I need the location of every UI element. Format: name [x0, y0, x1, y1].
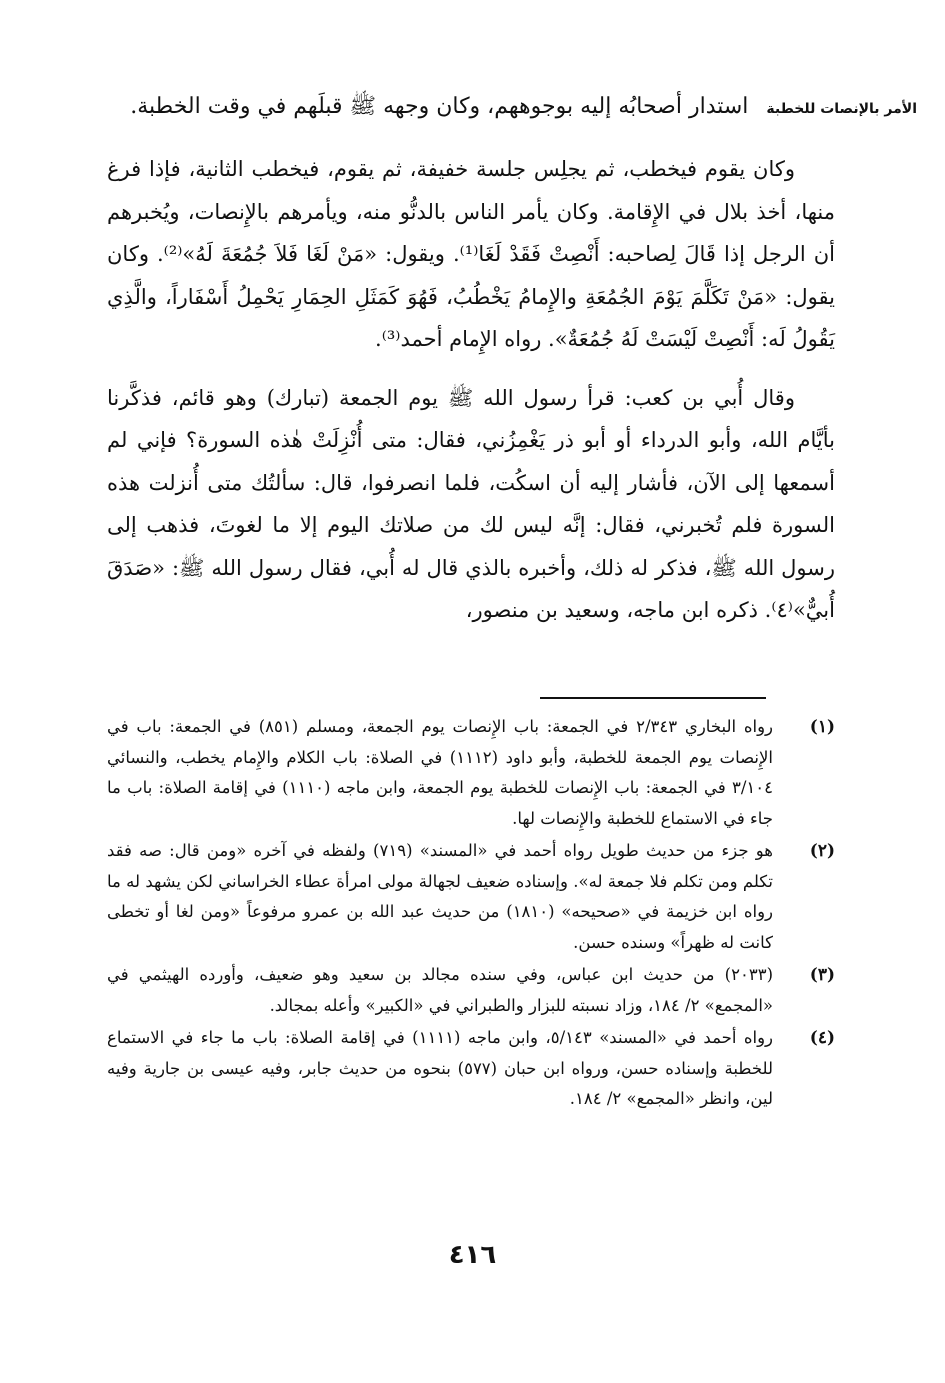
paragraph-2: وقال أُبي بن كعب: قرأ رسول الله ﷺ يوم الجمعة (تبارك) وهو قائم، فذكَّرنا بأيَّام الله، وأبو الدرداء أو أبو ذر يَغْمِزُني، فقال: متى أُنْزِلَتْ هٰذه السورة؟ فإني لم أسمعها إلى الآن، فأشار إليه أن اسكُت، فلما انصرفوا، قال: سألتُك متى أُنزلت هذه السورة فلم تُخبرني، فقال: إنَّه ليس لك من صلاتك اليوم إلا ما لغوتَ، فذهب إلى رسول الله ﷺ، فذكر له ذلك، وأخبره بالذي قال له أُبي، فقال رسول الله ﷺ: «صَدَقَ أُبيٌّ»⁽٤⁾. ذكره ابن ماجه، وسعيد بن منصور، — [107, 385, 835, 622]
header-text-line: استدار أصحابُه إليه بوجوههم، وكان وجهه ﷺ قبلَهم في وقت الخطبة. — [130, 94, 749, 119]
chapter-title: الأمر بالإنصات للخطبة — [766, 101, 917, 117]
paragraph-1: وكان يقوم فيخطب، ثم يجلِس جلسة خفيفة، ثم يقوم، فيخطب الثانية، فإذا فرغ منها، أخذ بلال في الإِقامة. وكان يأمر الناس بالدنُّو منه، ويأمرهم بالإِنصات، ويُخبرهم أن الرجل إذا قَالَ لِصاحبه: أَنْصِتْ فَقَدْ لَغَا⁽¹⁾. ويقول: «مَنْ لَغَا فَلاَ جُمُعَةَ لَهُ»⁽²⁾. وكان يقول: «مَنْ تَكَلَّمَ يَوْمَ الجُمُعَةِ والإِمامُ يَخْطُبُ، فَهُوَ كَمَثَلِ الحِمَارِ يَحْمِلُ أَسْفَاراً، والَّذِي يَقُولُ لَه: أَنْصِتْ لَيْسَتْ لَهُ جُمُعَةٌ». رواه الإِمام أحمد⁽³⁾. — [107, 157, 835, 351]
footnote-4 — [107, 1023, 835, 1115]
footnote-text: رواه البخاري ٢/٣٤٣ في الجمعة: باب الإِنصات يوم الجمعة، ومسلم (٨٥١) في الجمعة: باب في الإِنصات يوم الجمعة للخطبة، وأبو داود (١١١٢) في الصلاة: باب الكلام والإِمام يخطب، والنسائي ٣/١٠٤ في الجمعة: باب الإِنصات للخطبة يوم الجمعة، وابن ماجه (١١١٠) في إقامة الصلاة: باب ما جاء في الاستماع للخطبة والإِنصات لها. — [107, 717, 774, 828]
main-text — [107, 148, 835, 632]
footnote-number: (٤) — [809, 1028, 835, 1048]
footnote-text: (٢٠٣٣) من حديث ابن عباس، وفي سنده مجالد بن سعيد وهو ضعيف، وأورده الهيثمي في «المجمع» ٢/ ١٨٤، وزاد نسبته للبزار والطبراني في «الكبير» وأعله بمجالد. — [107, 965, 773, 1015]
footnote-text: رواه أحمد في «المسند» ٥/١٤٣، وابن ماجه (١١١١) في إقامة الصلاة: باب ما جاء في الاستماع للخطبة وإسناده حسن، ورواه ابن حبان (٥٧٧) بنحوه من حديث جابر، وفيه عيسى بن جارية وفيه لين، وانظر «المجمع» ٢/ ١٨٤. — [107, 1028, 774, 1108]
footnote-text: هو جزء من حديث طويل رواه أحمد في «المسند» (٧١٩) ولفظه في آخره «ومن قال: صه فقد تكلم ومن تكلم فلا جمعة له». وإسناده ضعيف لجهالة مولى امرأة عطاء الخراساني لكن يشهد له ما رواه ابن خزيمة في «صحيحه» (١٨١٠) من حديث عبد الله بن عمرو مرفوعاً «ومن لغا أو تخطى كانت له ظهراً» وسنده حسن. — [107, 841, 773, 952]
footnote-number: (٣) — [809, 965, 835, 985]
page-number: ٤١٦ — [448, 1240, 497, 1270]
footnote-number: (١) — [809, 717, 835, 737]
footnote-2 — [107, 836, 835, 958]
footnote-number: (٢) — [809, 841, 835, 861]
footnotes — [107, 712, 835, 1117]
running-head — [97, 92, 917, 124]
footnote-3 — [107, 960, 835, 1021]
footnote-separator — [540, 697, 766, 699]
footnote-1 — [107, 712, 835, 834]
